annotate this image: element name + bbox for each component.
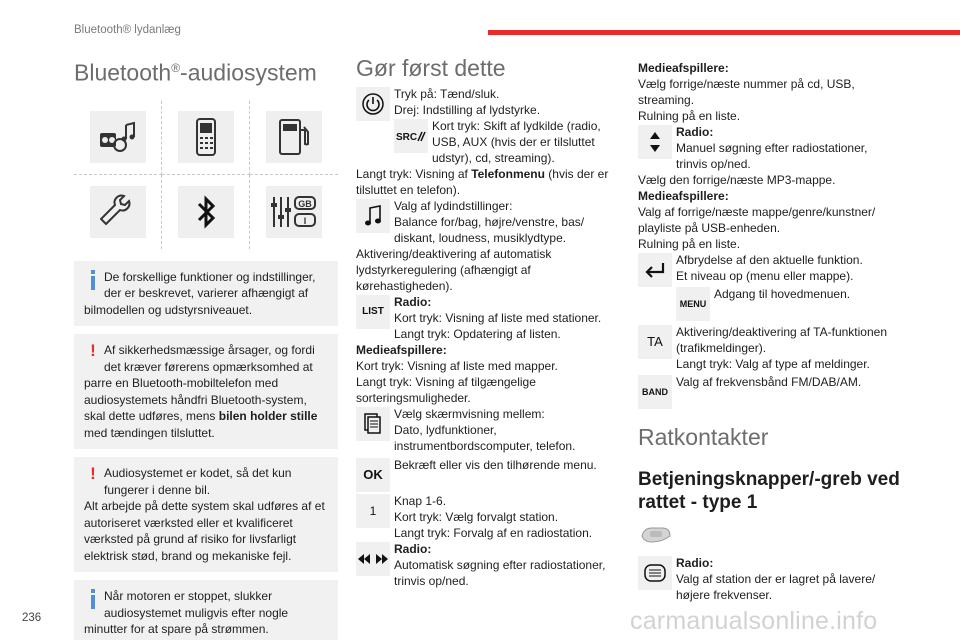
- watermark: carmanualsonline.info: [630, 607, 878, 635]
- notice-info-variation: De forskellige funktioner og indstillinger, der er beskrevet, varierer afhængigt af bilmodellen og udstyrsniveauet.: [74, 261, 338, 327]
- feature-icon-grid: [74, 101, 338, 249]
- wrench-icon: [90, 186, 146, 238]
- menu-icon: MENU: [676, 287, 710, 321]
- list-icon: LIST: [356, 295, 390, 329]
- column-intro: [74, 52, 338, 640]
- steering-stalk-icon: [638, 524, 900, 547]
- header-section-label: Bluetooth® lydanlæg: [74, 24, 181, 36]
- item-back: Afbrydelse af den aktuelle funktion. Et niveau op (menu eller mappe).: [638, 252, 900, 284]
- fuel-pump-icon: [266, 111, 322, 163]
- warning-icon: !: [90, 464, 96, 484]
- info-icon: [86, 270, 100, 290]
- item-list: LIST Radio: Kort tryk: Visning af liste med stationer. Langt tryk: Opdatering af listen. Medieafspillere: Kort tryk: Visning af liste med mapper. Langt tryk: Visning af tilgængelige sorteringsmuligheder.: [356, 295, 602, 405]
- media-intro: Medieafspillere: Vælg forrige/næste nummer på cd, USB, streaming. Rulning på en liste.: [638, 61, 855, 123]
- page-title: Bluetooth®-audiosystem: [74, 59, 317, 86]
- source-icon: [394, 119, 428, 153]
- ok-icon: OK: [356, 458, 390, 492]
- header-accent-bar: [488, 30, 960, 35]
- item-menu: MENU Adgang til hovedmenuen.: [638, 286, 900, 320]
- item-preset: 1 Knap 1-6. Kort tryk: Vælg forvalgt station. Langt tryk: Forvalg af en radiostation.: [356, 493, 618, 541]
- display-mode-icon: [356, 407, 390, 441]
- page-number: 236: [22, 612, 42, 624]
- item-ok: OK Bekræft eller vis den tilhørende menu.: [356, 457, 618, 489]
- item-seek: Radio: Automatisk søgning efter radiostationer, trinvis op/ned.: [356, 541, 618, 589]
- column-first-steps: [356, 52, 618, 589]
- seek-icon: [356, 542, 390, 576]
- section-title-first-steps: Gør først dette: [356, 55, 506, 81]
- subsection-title-type1: Betjeningsknapper/-greb ved rattet - type 1: [638, 469, 900, 513]
- item-steering-radio: Radio: Valg af station der er lagret på lavere/ højere frekvenser.: [638, 555, 900, 603]
- item-source: SRC Kort tryk: Skift af lydkilde (radio, USB, AUX (hvis der er tilsluttet udstyr), cd, streaming). Langt tryk: Visning af Telefonmenu (hvis der er tilsluttet en telefon).: [356, 119, 609, 197]
- back-arrow-icon: [638, 253, 672, 287]
- section-title-steering-controls: Ratkontakter: [638, 424, 769, 450]
- item-band: BAND Valg af frekvensbånd FM/DAB/AM.: [638, 374, 900, 408]
- notice-warning-coded: ! Audiosystemet er kodet, så det kun fungerer i denne bil. Alt arbejde på dette system skal udføres af et autoriseret værksted eller et kvalificeret værksted på grund af risiko for livsfarligt elektrisk stød, brand og mekaniske fejl.: [74, 457, 338, 572]
- item-up-down: Radio: Manuel søgning efter radiostationer, trinvis op/ned. Vælg den forrige/næste MP3-mappe. Medieafspillere: Valg af forrige/næste mappe/genre/kunstner/ playliste på USB-enheden. Rulning på en liste.: [638, 125, 876, 251]
- item-sound-settings: Valg af lydindstillinger: Balance for/bag, højre/venstre, bas/ diskant, loudness, musiklydtype. Aktivering/deaktivering af automatisk lydstyrkeregulering (afhængigt af kørehastigheden).: [356, 199, 585, 293]
- item-power: Tryk på: Tænd/sluk. Drej: Indstilling af lydstyrke.: [356, 86, 618, 118]
- music-note-icon: [356, 199, 390, 233]
- notice-info-power: Når motoren er stoppet, slukker audiosystemet muligvis efter nogle minutter for at spare på strømmen.: [74, 580, 338, 640]
- power-icon: [356, 87, 390, 121]
- steering-control-icon: [638, 556, 672, 590]
- notice-warning-safety: ! Af sikkerhedsmæssige årsager, og fordi det kræver førerens opmærksomhed at parre en Bluetooth-mobiltelefon med audiosystemets håndfri Bluetooth-system, skal dette udføres, mens bilen holder stille med tændingen tilsluttet.: [74, 334, 338, 449]
- mobile-phone-icon: [178, 111, 234, 163]
- item-display-mode: Vælg skærmvisning mellem: Dato, lydfunktioner, instrumentbordscomputer, telefon.: [356, 406, 618, 454]
- settings-language-icon: [266, 186, 322, 238]
- warning-icon: !: [90, 341, 96, 361]
- svg-text:GB: GB: [298, 198, 312, 209]
- item-ta: TA Aktivering/deaktivering af TA-funktionen (trafikmeldinger). Langt tryk: Valg af type af meldinger.: [638, 324, 900, 372]
- svg-text:SRC: SRC: [396, 132, 418, 143]
- info-icon: [86, 589, 100, 609]
- bluetooth-icon: [178, 186, 234, 238]
- ta-icon: TA: [638, 325, 672, 359]
- band-icon: BAND: [638, 375, 672, 409]
- column-media-controls: [638, 60, 900, 603]
- up-down-arrows-icon: [638, 125, 672, 159]
- svg-text:I: I: [303, 215, 307, 226]
- audio-system-icon: [90, 111, 146, 163]
- preset-number-icon: 1: [356, 494, 390, 528]
